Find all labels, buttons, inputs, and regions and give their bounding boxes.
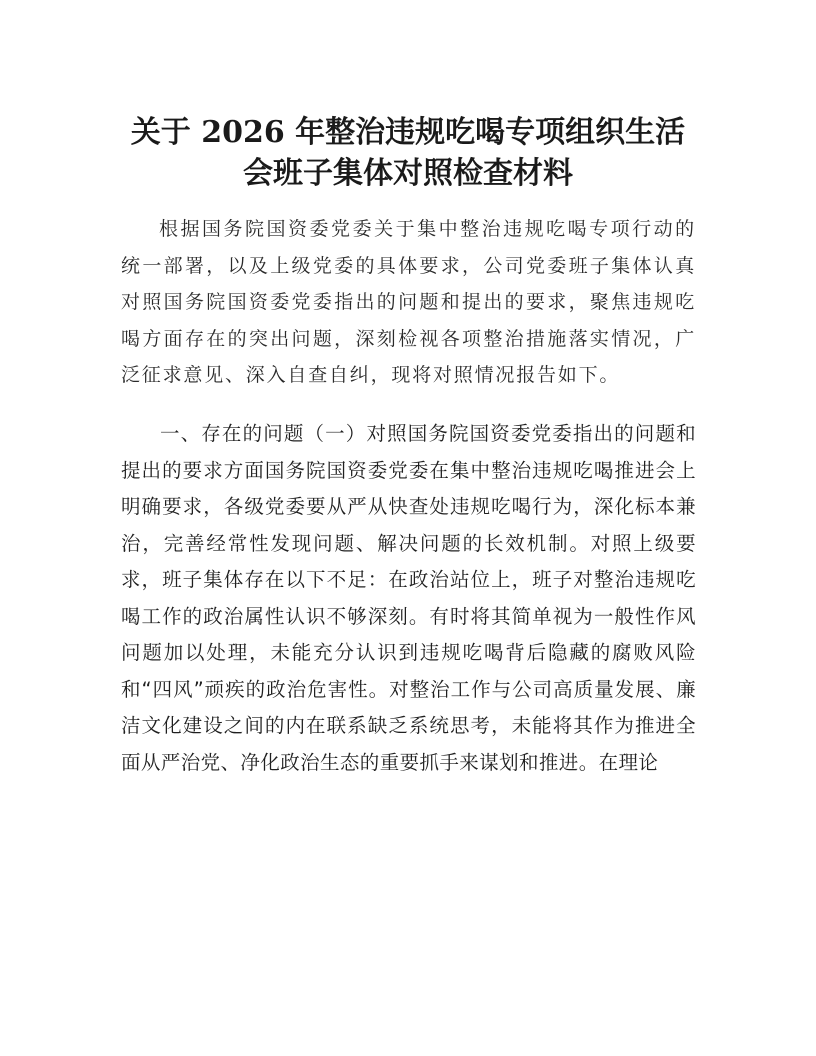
intro-paragraph: 根据国务院国资委党委关于集中整治违规吃喝专项行动的统一部署，以及上级党委的具体要求，公司党委班子集体认真对照国务院国资委党委指出的问题和提出的要求，聚焦违规吃喝方面存在的突出问题，深刻检视各项整治措施落实情况，广泛征求意见、深入自查自纠，现将对照情况报告如下。 <box>121 218 696 386</box>
body-paragraph-problems: 一、存在的问题（一）对照国务院国资委党委指出的问题和提出的要求方面国务院国资委党委在集中整治违规吃喝推进会上明确要求，各级党委要从严从快查处违规吃喝行为，深化标本兼治，完善经常性发现问题、解决问题的长效机制。对照上级要求，班子集体存在以下不足：在政治站位上，班子对整治违规吃喝工作的政治属性认识不够深刻。有时将其简单视为一般性作风问题加以处理，未能充分认识到违规吃喝背后隐藏的腐败风险和“四风”顽疾的政治危害性。对整治工作与公司高质量发展、廉洁文化建设之间的内在联系缺乏系统思考，未能将其作为推进全面从严治党、净化政治生态的重要抓手来谋划和推进。在理论 <box>121 422 696 774</box>
document-title: 关于 2026 年整治违规吃喝专项组织生活会班子集体对照检查材料 <box>130 115 686 191</box>
